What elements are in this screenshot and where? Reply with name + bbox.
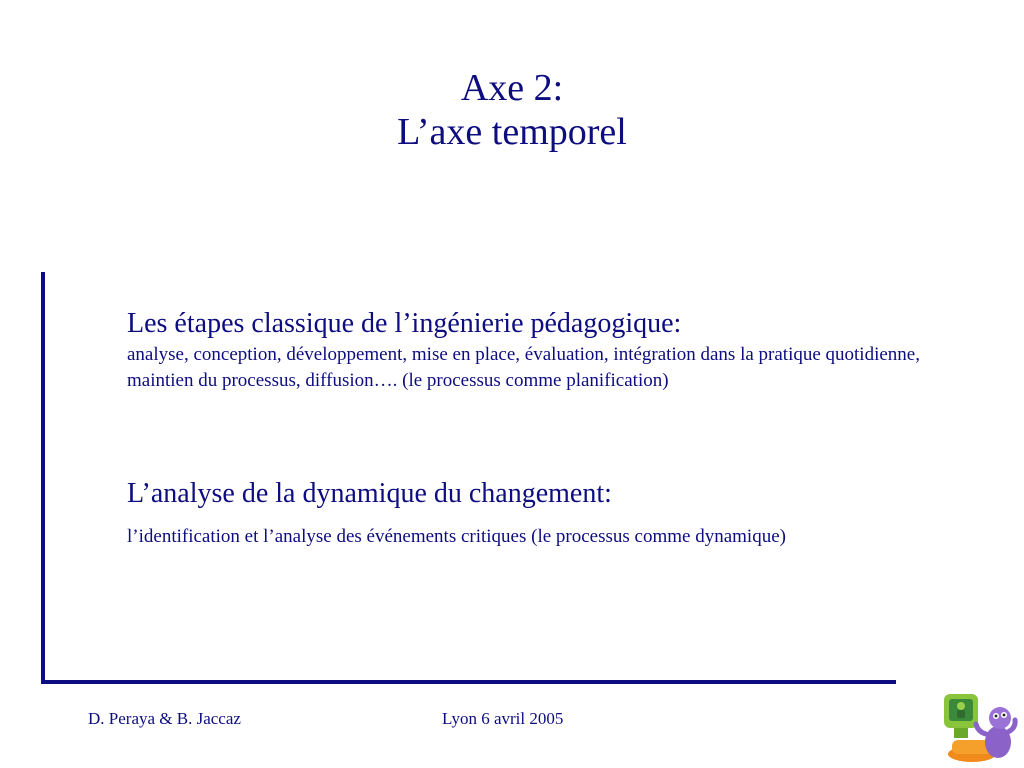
footer-authors: D. Peraya & B. Jaccaz: [88, 709, 241, 728]
section-ingenierie: [127, 306, 977, 394]
slide-title-line-2: L’axe temporel: [397, 111, 627, 153]
frame-left-rule: [41, 272, 45, 682]
footer-place-date: Lyon 6 avril 2005: [442, 709, 564, 728]
slide-title: [0, 66, 1024, 154]
frame-bottom-rule: [41, 680, 896, 684]
clay-figure-at-computer-icon: [938, 684, 1018, 764]
section-body: l’identification et l’analyse des événements critiques (le processus comme dynamique): [127, 526, 786, 547]
section-heading: L’analyse de la dynamique du changement:: [127, 478, 612, 509]
section-dynamique: [127, 476, 977, 552]
section-body: analyse, conception, développement, mise en place, évaluation, intégration dans la pratique quotidienne, maintien du processus, diffusion…. (le processus comme planification): [127, 344, 920, 391]
slide-title-line-1: Axe 2:: [460, 67, 564, 109]
section-heading: Les étapes classique de l’ingénierie pédagogique:: [127, 308, 682, 339]
